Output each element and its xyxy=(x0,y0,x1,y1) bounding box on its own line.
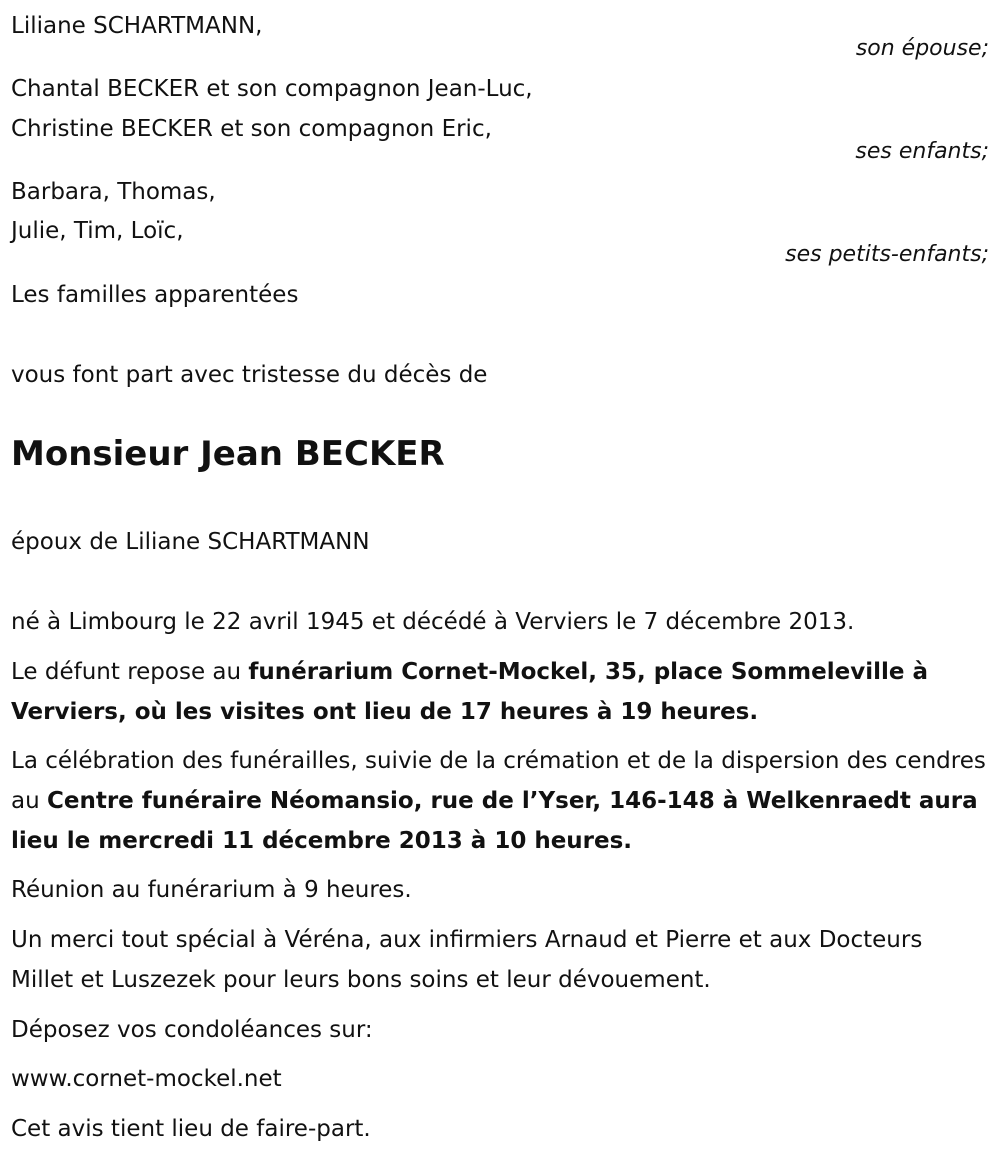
child-name: Christine BECKER et son compagnon Eric, xyxy=(11,116,492,142)
spouse-role: son épouse; xyxy=(855,36,989,61)
grandchildren-names: Barbara, Thomas, xyxy=(11,179,216,205)
ceremony-details: Centre funéraire Néomansio, rue de l’Yser, 146-148 à Welkenraedt aura lieu le mercredi 11 décembre 2013 à 10 heures. xyxy=(11,788,978,854)
thanks-paragraph: Un merci tout spécial à Véréna, aux infirmiers Arnaud et Pierre et aux Docteurs Millet et Luszezek pour leurs bons soins et leur dévouement. xyxy=(11,927,923,993)
website-link[interactable]: www.cornet-mockel.net xyxy=(11,1066,282,1092)
ceremony-intro: La célébration des funérailles, suivie de la crémation et de la dispersion des cendres au xyxy=(11,748,986,814)
husband-of-text: époux de Liliane SCHARTMANN xyxy=(11,529,370,555)
spouse-name: Liliane SCHARTMANN, xyxy=(11,13,263,39)
meeting-text: Réunion au funérarium à 9 heures. xyxy=(11,877,412,903)
condolences-label: Déposez vos condoléances sur: xyxy=(11,1017,373,1043)
birth-death-text: né à Limbourg le 22 avril 1945 et décédé à Verviers le 7 décembre 2013. xyxy=(11,609,855,635)
closing-text: Cet avis tient lieu de faire-part. xyxy=(11,1116,371,1142)
grandchildren-names: Julie, Tim, Loïc, xyxy=(11,218,184,244)
deceased-name: Monsieur Jean BECKER xyxy=(11,434,445,474)
ceremony-paragraph xyxy=(11,741,989,861)
related-families: Les familles apparentées xyxy=(11,282,299,308)
announcement-text: vous font part avec tristesse du décès de xyxy=(11,362,488,388)
child-name: Chantal BECKER et son compagnon Jean-Luc, xyxy=(11,76,533,102)
repose-location: funérarium Cornet-Mockel, 35, place Sommeleville à Verviers, où les visites ont lieu de 17 heures à 19 heures. xyxy=(11,659,928,725)
repose-paragraph xyxy=(11,652,989,732)
grandchildren-role: ses petits-enfants; xyxy=(785,242,989,267)
children-role: ses enfants; xyxy=(855,139,989,164)
repose-intro: Le défunt repose au xyxy=(11,659,249,685)
